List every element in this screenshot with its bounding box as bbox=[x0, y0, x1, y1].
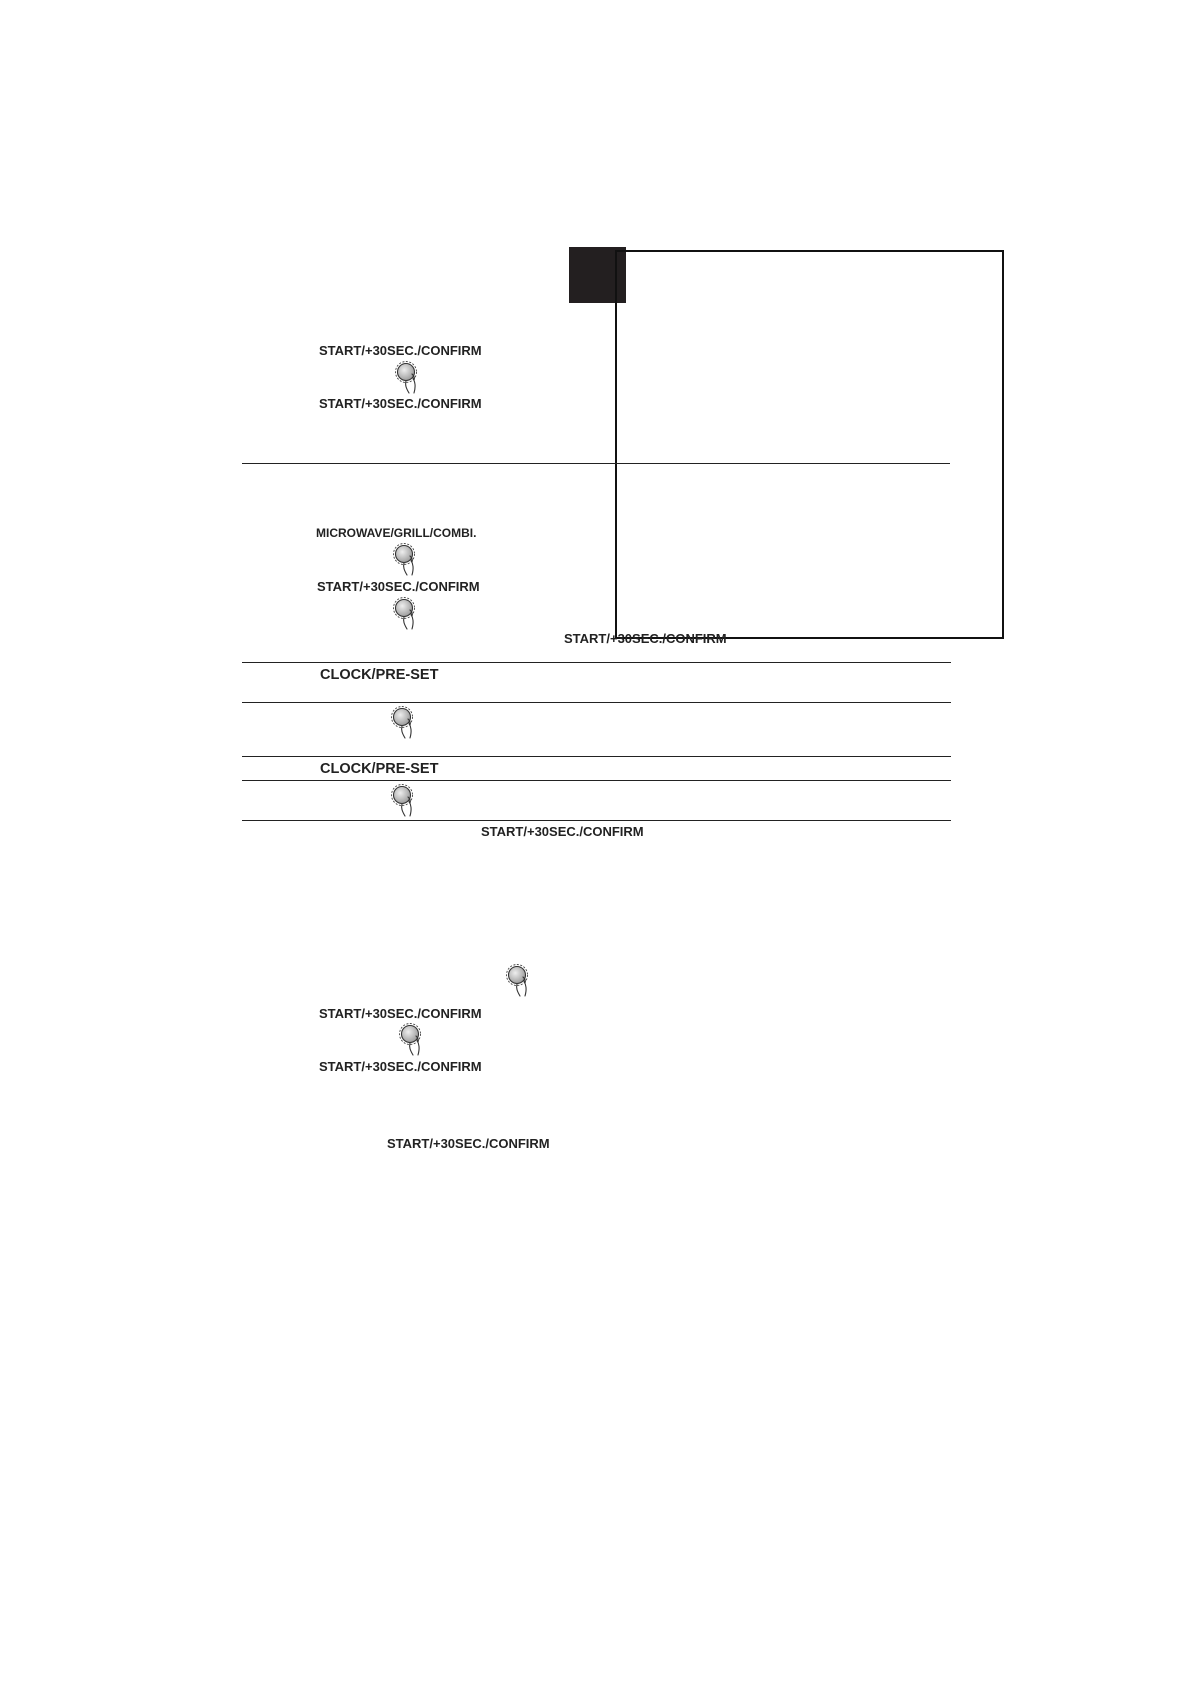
start-confirm-label: START/+30SEC./CONFIRM bbox=[319, 1059, 482, 1074]
dial-knob-icon bbox=[391, 542, 419, 578]
start-confirm-label: START/+30SEC./CONFIRM bbox=[481, 824, 644, 839]
mode-label: MICROWAVE/GRILL/COMBI. bbox=[316, 526, 477, 540]
dial-knob-icon bbox=[389, 705, 417, 741]
clock-preset-label: CLOCK/PRE-SET bbox=[320, 761, 439, 777]
dial-knob-icon bbox=[397, 1022, 425, 1058]
divider bbox=[242, 662, 951, 663]
clock-preset-label: CLOCK/PRE-SET bbox=[320, 667, 439, 683]
dial-knob-icon bbox=[504, 963, 532, 999]
start-confirm-label: START/+30SEC./CONFIRM bbox=[319, 396, 482, 411]
divider bbox=[242, 820, 951, 821]
dial-knob-icon bbox=[393, 360, 421, 396]
start-confirm-label: START/+30SEC./CONFIRM bbox=[387, 1136, 550, 1151]
start-confirm-label: START/+30SEC./CONFIRM bbox=[317, 579, 480, 594]
start-confirm-label: START/+30SEC./CONFIRM bbox=[564, 631, 727, 646]
start-confirm-label: START/+30SEC./CONFIRM bbox=[319, 343, 482, 358]
dial-knob-icon bbox=[391, 596, 419, 632]
divider bbox=[242, 780, 951, 781]
start-confirm-label: START/+30SEC./CONFIRM bbox=[319, 1006, 482, 1021]
divider bbox=[242, 463, 950, 464]
dial-knob-icon bbox=[389, 783, 417, 819]
note-box bbox=[615, 250, 1004, 639]
divider bbox=[242, 756, 951, 757]
divider bbox=[242, 702, 951, 703]
